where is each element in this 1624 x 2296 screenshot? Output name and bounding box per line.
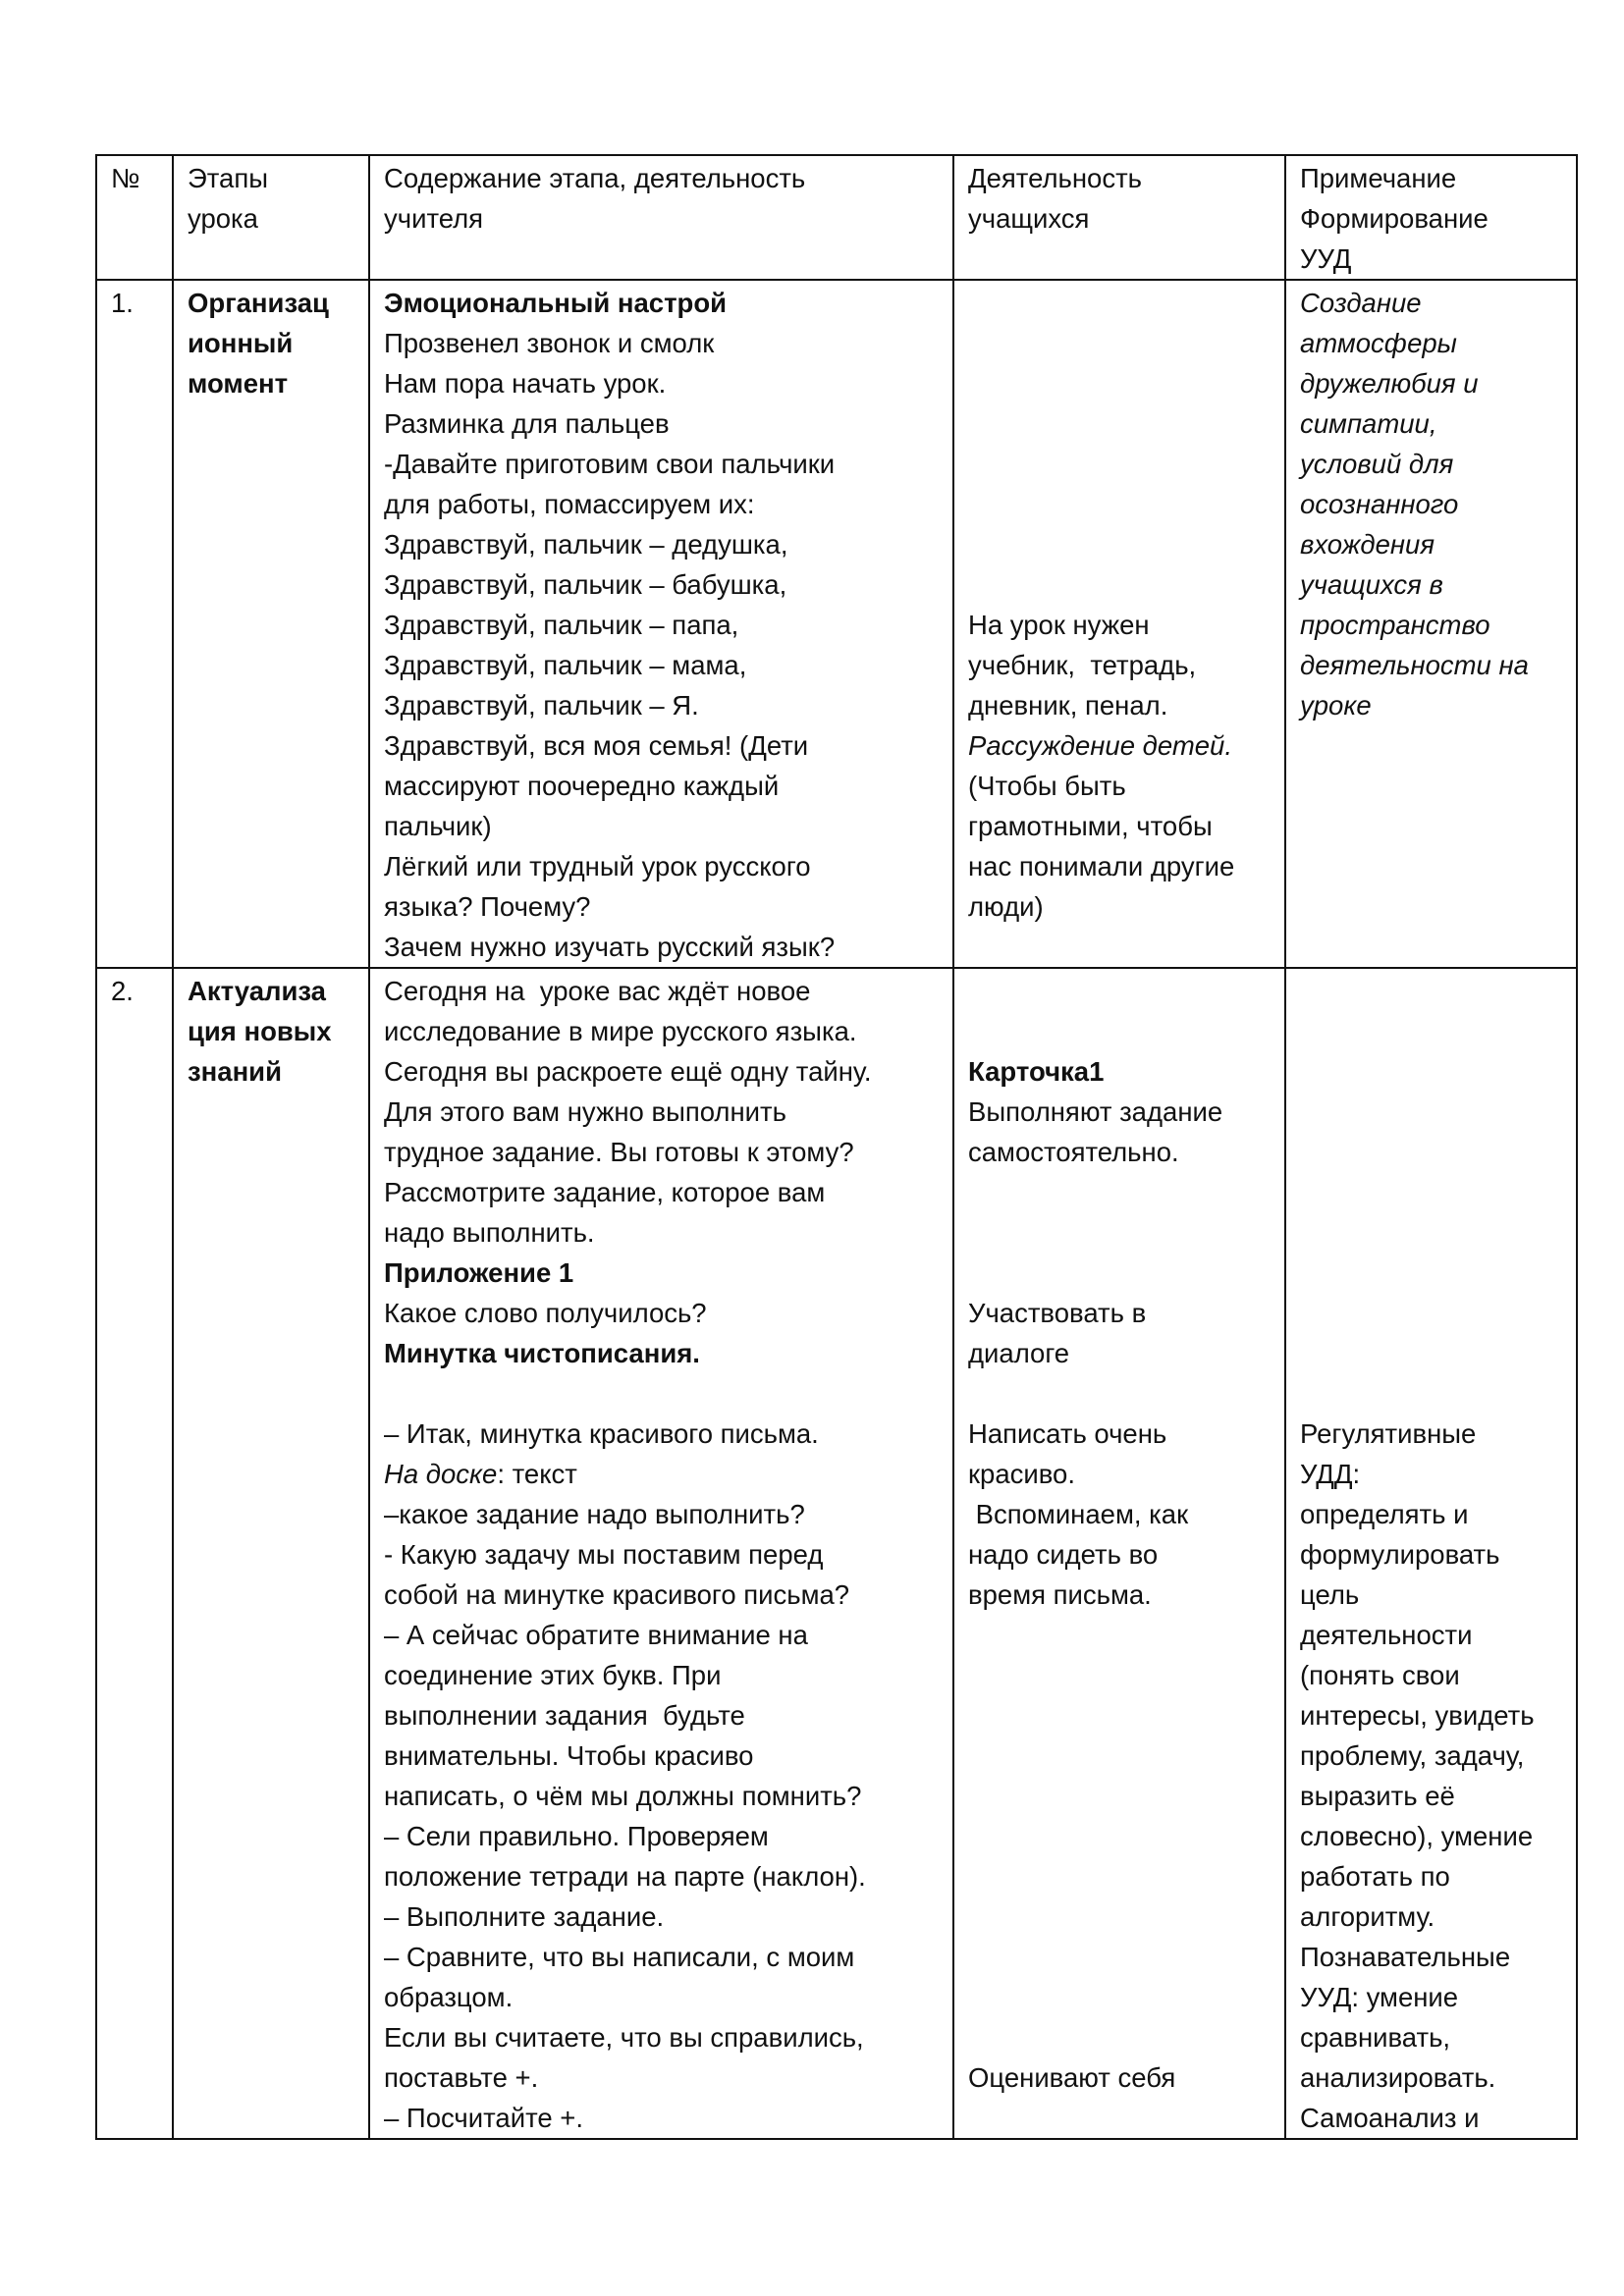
row-notes: Создание атмосферы дружелюбия и симпатии, условий для осознанного вхождения учащихся в пространство деятельности на уроке <box>1285 280 1577 968</box>
table-row <box>96 968 1577 2139</box>
header-content: Содержание этапа, деятельность учителя <box>369 155 953 280</box>
appendix-label: Приложение 1 <box>384 1257 574 1288</box>
header-students: Деятельность учащихся <box>953 155 1285 280</box>
row-students: Карточка1 Выполняют задание самостоятельно. Участвовать в диалоге Написать очень красиво. Вспоминаем, как надо сидеть во время письма. Оценивают себя <box>953 968 1285 2139</box>
row-content: Эмоциональный настрой Прозвенел звонок и смолк Нам пора начать урок. Разминка для пальцев -Давайте приготовим свои пальчики для работы, помассируем их: Здравствуй, пальчик – дедушка, Здравствуй, пальчик – бабушка, Здравствуй, пальчик – папа, Здравствуй, пальчик – мама, Здравствуй, пальчик – Я. Здравствуй, вся моя семья! (Дети массируют поочередно каждый пальчик) Лёгкий или трудный урок русского языка? Почему? Зачем нужно изучать русский язык? <box>369 280 953 968</box>
row-stage: Актуализа ция новых знаний <box>173 968 369 2139</box>
row-students: На урок нужен учебник, тетрадь, дневник, пенал. Рассуждение детей. (Чтобы быть грамотными, чтобы нас понимали другие люди) <box>953 280 1285 968</box>
row-number: 2. <box>96 968 173 2139</box>
header-stage: Этапы урока <box>173 155 369 280</box>
row-stage: Организац ионный момент <box>173 280 369 968</box>
header-num: № <box>96 155 173 280</box>
table-row <box>96 280 1577 968</box>
row-notes: Регулятивные УДД: определять и формулировать цель деятельности (понять свои интересы, увидеть проблему, задачу, выразить её словесно), умение работать по алгоритму. Познавательные УУД: умение сравнивать, анализировать. Самоанализ и <box>1285 968 1577 2139</box>
header-notes: Примечание Формирование УУД <box>1285 155 1577 280</box>
table-header-row <box>96 155 1577 280</box>
card-label: Карточка1 <box>968 1056 1105 1087</box>
board-line: На доске: текст <box>384 1459 577 1489</box>
lesson-plan-page <box>95 154 1576 2140</box>
content-heading: Эмоциональный настрой <box>384 288 728 318</box>
lesson-plan-table <box>95 154 1578 2140</box>
row-content: Сегодня на уроке вас ждёт новое исследование в мире русского языка. Сегодня вы раскроете ещё одну тайну. Для этого вам нужно выполнить трудное задание. Вы готовы к этому? Рассмотрите задание, которое вам надо выполнить. Приложение 1 Какое слово получилось? Минутка чистописания. – Итак, минутка красивого письма. На доске: текст –какое задание надо выполнить? - Какую задачу мы поставим перед собой на минутке красивого письма? – А сейчас обратите внимание на соединение этих букв. При выполнении задания будьте внимательны. Чтобы красиво написать, о чём мы должны помнить? – Сели правильно. Проверяем положение тетради на парте (наклон). – Выполните задание. – Сравните, что вы написали, с моим образцом. Если вы считаете, что вы справились, поставьте +. – Посчитайте +. <box>369 968 953 2139</box>
row-number: 1. <box>96 280 173 968</box>
calligraphy-heading: Минутка чистописания. <box>384 1338 700 1368</box>
